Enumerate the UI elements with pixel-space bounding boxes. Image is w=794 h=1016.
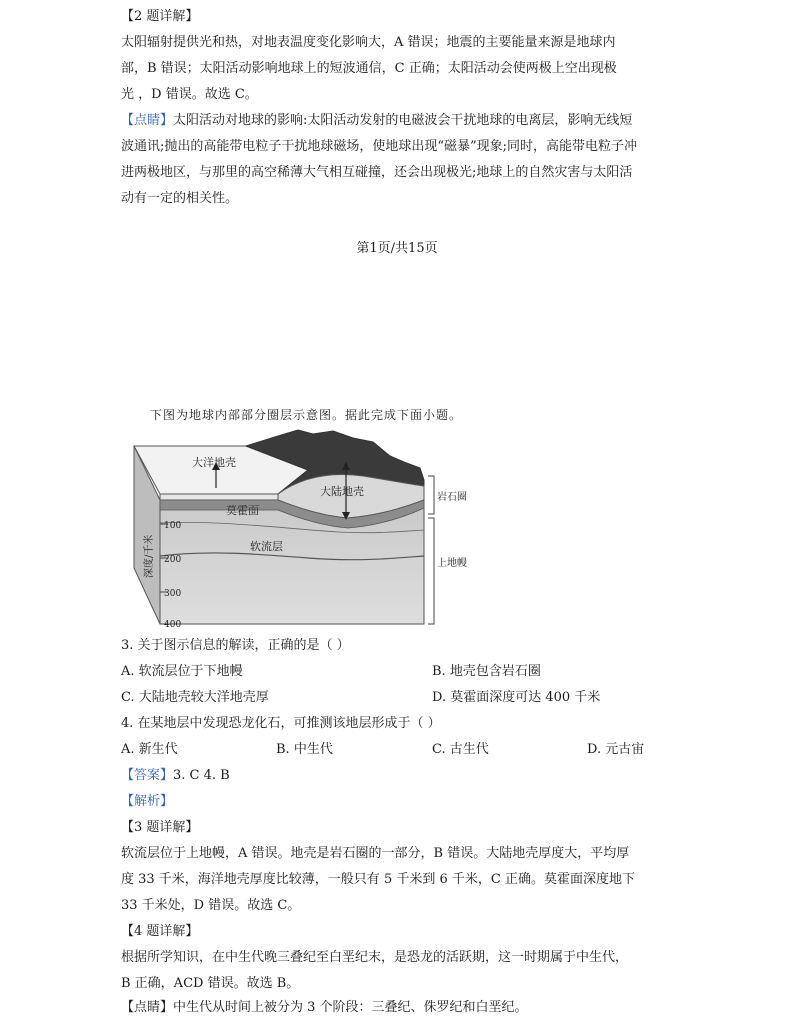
explanation-line: 度 33 千米，海洋地壳厚度比较薄，一般只有 5 千米到 6 千米，C 正确。莫霍面深度地下 <box>121 872 635 887</box>
note-text: 太阳活动对地球的影响:太阳活动发射的电磁波会干扰地球的电离层，影响无线短 <box>173 113 633 128</box>
question-4-option-d: D. 元古宙 <box>587 742 645 757</box>
section-header-q3: 【3 题详解】 <box>121 820 199 835</box>
question-4-option-c: C. 古生代 <box>432 742 489 757</box>
ocean-crust <box>160 494 298 500</box>
note-line: 进两极地区，与那里的高空稀薄大气相互碰撞，还会出现极光;地球上的自然灾害与太阳活 <box>121 165 633 180</box>
question-3-option-a: A. 软流层位于下地幔 <box>121 664 243 679</box>
ocean-crust-label: 大洋地壳 <box>192 456 236 469</box>
upper-mantle-bracket <box>428 518 434 624</box>
question-4-option-a: A. 新生代 <box>121 742 178 757</box>
question-3-option-d: D. 莫霍面深度可达 400 千米 <box>432 690 601 705</box>
upper-mantle-label: 上地幔 <box>437 558 467 569</box>
note-line: 动有一定的相关性。 <box>121 191 239 206</box>
cut-off-text: 【点睛】中生代从时间上被分为 3 个阶段：三叠纪、侏罗纪和白垩纪。 <box>121 1000 528 1015</box>
question-3-option-c: C. 大陆地壳较大洋地壳厚 <box>121 690 269 705</box>
explanation-line: B 正确，ACD 错误。故选 B。 <box>121 976 300 991</box>
note-line: 波通讯;抛出的高能带电粒子干扰地球磁场，使地球出现“磁暴”现象;同时，高能带电粒子冲 <box>121 139 638 154</box>
continent-crust-label: 大陆地壳 <box>320 485 364 498</box>
figure-intro: 下图为地球内部部分圈层示意图。据此完成下面小题。 <box>150 408 463 422</box>
depth-tick-label: 200 <box>164 555 182 565</box>
question-4-stem: 4. 在某地层中发现恐龙化石，可推测该地层形成于（ ） <box>121 716 441 731</box>
lithosphere-label: 岩石圈 <box>437 492 467 503</box>
asthenosphere-label: 软流层 <box>250 540 283 553</box>
question-3-option-b: B. 地壳包含岩石圈 <box>432 664 541 679</box>
depth-tick-label: 400 <box>164 620 182 630</box>
note-label: 【点睛】 <box>121 113 174 128</box>
cut-off-line <box>0 1000 794 1015</box>
explanation-line: 根据所学知识，在中生代晚三叠纪至白垩纪末，是恐龙的活跃期，这一时期属于中生代， <box>121 950 629 965</box>
analysis-label: 【解析】 <box>121 794 174 809</box>
moho-label: 莫霍面 <box>226 504 259 517</box>
depth-axis-label: 深度/千米 <box>144 534 155 578</box>
question-3-stem: 3. 关于图示信息的解读，正确的是（ ） <box>121 638 350 653</box>
section-header-q2: 【2 题详解】 <box>121 9 199 24</box>
question-4-option-b: B. 中生代 <box>276 742 333 757</box>
explanation-line: 软流层位于上地幔，A 错误。地壳是岩石圈的一部分，B 错误。大陆地壳厚度大，平均厚 <box>121 846 630 861</box>
answer-label: 【答案】 <box>121 768 174 783</box>
explanation-line: 光 ，D 错误。故选 C。 <box>121 87 258 102</box>
lithosphere-bracket <box>428 476 434 514</box>
depth-tick-label: 100 <box>164 521 182 531</box>
explanation-line: 33 千米处，D 错误。故选 C。 <box>121 898 301 913</box>
answer-text: 3. C 4. B <box>173 768 230 783</box>
explanation-line: 太阳辐射提供光和热，对地表温度变化影响大，A 错误；地震的主要能量来源是地球内 <box>121 35 616 50</box>
depth-tick-label: 300 <box>164 589 182 599</box>
earth-layers-diagram <box>128 428 467 630</box>
section-header-q4: 【4 题详解】 <box>121 924 199 939</box>
page-footer: 第1页/共15页 <box>356 241 438 256</box>
note-line <box>121 113 632 129</box>
explanation-line: 部，B 错误；太阳活动影响地球上的短波通信，C 正确；太阳活动会使两极上空出现极 <box>121 61 617 76</box>
answer-line <box>121 768 230 784</box>
